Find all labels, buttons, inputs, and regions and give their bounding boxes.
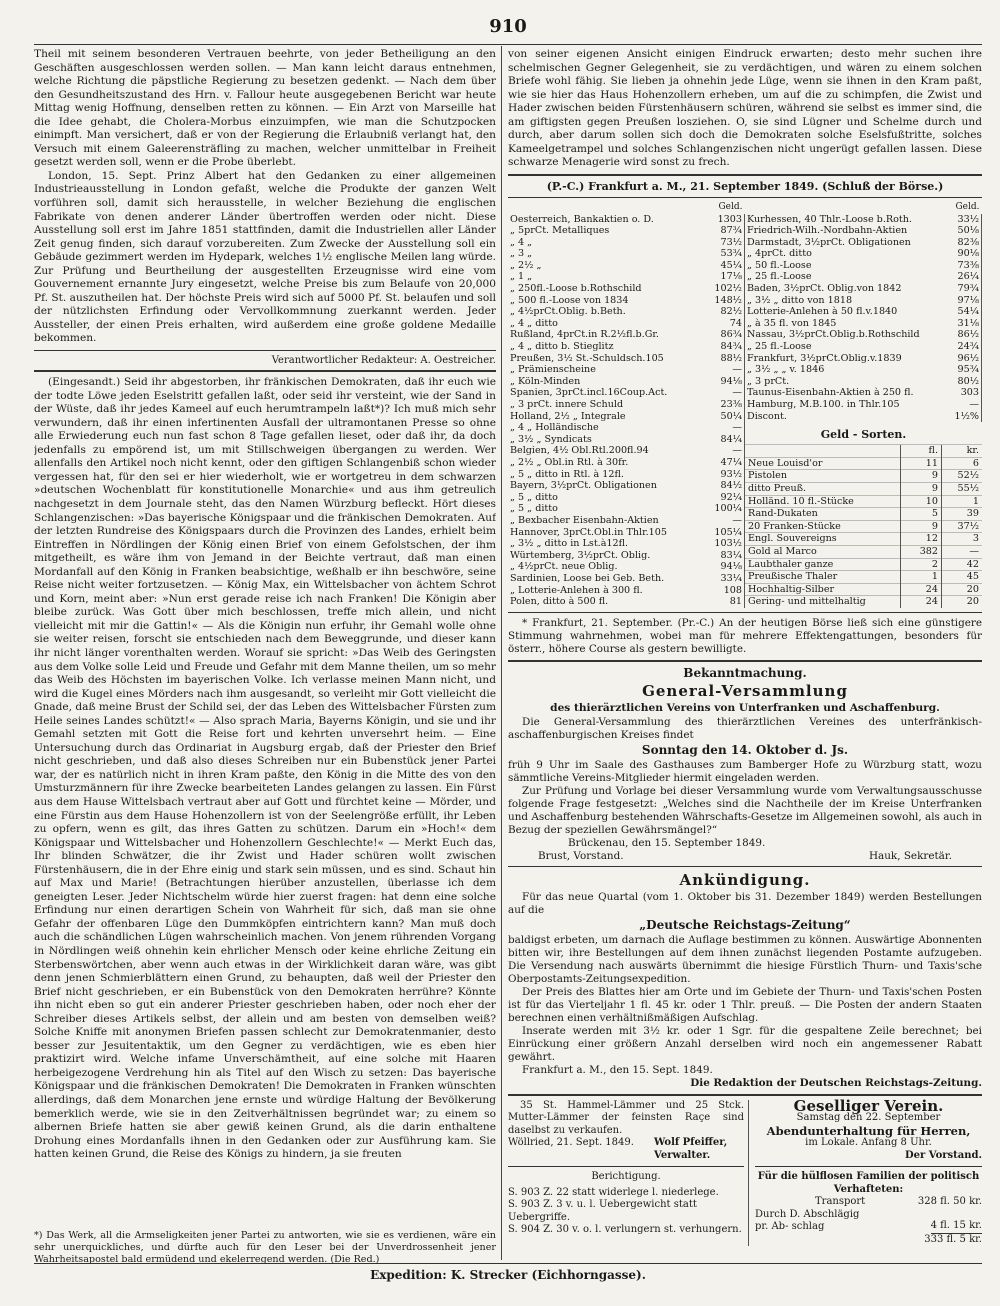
stock-row-value: 54¼ [948, 306, 981, 318]
ads-right [749, 1096, 982, 1247]
divider [508, 612, 982, 613]
stock-row-label: Sardinien, Loose bei Geb. Beth. [510, 572, 665, 584]
currency-row-value: 2 [901, 558, 942, 571]
stock-row [508, 561, 745, 573]
notice-title: Ankündigung. [679, 870, 811, 889]
stock-row-value: 88½ [705, 353, 744, 365]
families-total: 333 fl. 5 kr. [924, 1233, 982, 1245]
stock-row-value: 96½ [948, 353, 981, 365]
currency-row-value: 52½ [942, 470, 983, 483]
stock-row-label: Preußen, 3½ St.-Schuldsch.105 [510, 352, 664, 364]
stock-row-label: Kurhessen, 40 Thlr.-Loose b.Roth. [747, 213, 912, 225]
stock-row [508, 387, 745, 399]
exchange-note-text: * Frankfurt, 21. September. (Pr.-C.) An der heutigen Börse ließ sich eine günstigere Stimmung wahrnehmen, wobei man für mehrere Effektengattungen, besonders für österr., höhere Course als gestern bewilligte. [508, 616, 982, 655]
stock-row-label: Hannover, 3prCt.Obl.in Thlr.105 [510, 526, 667, 538]
families-title: Für die hülflosen Familien der politisch Verhafteten: [757, 1171, 980, 1195]
currency-row-value: — [942, 545, 983, 558]
correction-line: S. 903 Z. 3 v. u. l. Uebergewicht statt Uebergriffe. [508, 1199, 697, 1223]
currency-row-value: 9 [901, 470, 942, 483]
continuation-text: von seiner eigenen Ansicht einigen Eindruck erwarten; desto mehr suchen ihre schelmischen Gegner Gelegenheit, sie zu verdächtigen, und wären zu einem solchen Briefe wohl fähig. Sie lieben ja ohnehin jede Lüge, wenn sie ihnen in den Kram paßt, wie sie hier das Haus Hohenzollern erheben, um auf die zu schimpfen, die Zwist und Hader zwischen beiden Fürstenhäusern schüren, während sie selbst es immer sind, die am giftigsten gegen Preußen losziehen. O, sie sind Lügner und Schelme durch und durch, aber darum sollen sich doch die Demokraten solche Eselsfußtritte, solches Kameelgetrampel und solches Schlangenzischen nicht ungerügt gefallen lassen. Diese schwarze Menagerie wird sonst zu frech. [508, 48, 982, 169]
currency-row-label: Pistolen [745, 470, 901, 483]
stock-row [508, 434, 745, 446]
stock-row-label: „ 4½prCt. neue Oblig. [510, 561, 618, 573]
stock-row-value: 303 [948, 387, 981, 399]
divider [508, 1094, 982, 1096]
stock-row-label: Nassau, 3½prCt.Oblig.b.Rothschild [747, 329, 920, 341]
stock-row-value: 45¼ [705, 260, 744, 272]
stock-row [508, 573, 745, 585]
stock-row-value: 82⅜ [948, 237, 981, 249]
column-header-fl: fl. [901, 445, 942, 458]
stock-row [508, 260, 745, 272]
stock-row-value: 84¾ [705, 341, 744, 353]
stock-row [508, 527, 745, 539]
stock-row-label: Taunus-Eisenbahn-Aktien à 250 fl. [747, 387, 914, 399]
stock-row-value: 103½ [705, 538, 744, 550]
announcement-title: Bekanntmachung. [683, 665, 807, 680]
correction-title: Berichtigung. [591, 1171, 661, 1183]
stock-row-label: Discont. [747, 410, 787, 422]
lamb-sale-sig: Wolf Pfeiffer, Verwalter. [654, 1137, 728, 1161]
stock-row-value: 94⅛ [705, 561, 744, 573]
stock-row-value: 53¾ [705, 248, 744, 260]
classified-ads [508, 1096, 982, 1247]
stock-row-value: 47¼ [705, 457, 744, 469]
stock-row [745, 364, 982, 376]
eingesandt-continuation [508, 48, 982, 170]
currency-row-value: 24 [901, 596, 942, 608]
stock-row-label: „ 50 fl.-Loose [747, 259, 812, 271]
stock-row [508, 422, 745, 434]
stock-row [508, 411, 745, 423]
stock-row [508, 271, 745, 283]
stock-row [508, 295, 745, 307]
currency-row-label: Engl. Souvereigns [745, 533, 901, 546]
currency-row-value: 1 [942, 495, 983, 508]
stock-row-value: 73½ [705, 237, 744, 249]
stock-row-value: 86½ [948, 329, 981, 341]
stock-row-value: 90⅛ [948, 248, 981, 260]
stock-row [745, 399, 982, 411]
stock-row [508, 596, 745, 608]
general-assembly-title: General-Versammlung [642, 681, 848, 700]
stock-row-value: 108 [705, 585, 744, 597]
stock-row-label: Darmstadt, 3½prCt. Obligationen [747, 236, 911, 248]
currency-row-value: 42 [942, 558, 983, 571]
stock-row-label: Spanien, 3prCt.incl.16Coup.Act. [510, 387, 668, 399]
lamb-sale-place: Wöllried, 21. Sept. 1849. [508, 1137, 634, 1149]
stock-row-value: 50¼ [705, 411, 744, 423]
families-row [755, 1196, 982, 1209]
divider [508, 1166, 744, 1167]
stock-row [508, 237, 745, 249]
stock-row-value: — [948, 399, 981, 411]
stock-row [508, 457, 745, 469]
stock-row-value: 100¼ [705, 503, 744, 515]
currency-row-label: Neue Louisd'or [745, 457, 901, 470]
stock-row-label: Rußland, 4prCt.in R.2½fl.b.Gr. [510, 329, 659, 341]
stock-row-label: „ 3 prCt. innere Schuld [510, 399, 624, 411]
stock-row [745, 387, 982, 399]
stock-row-label: „ 1 „ [510, 271, 533, 283]
stock-row-label: „ 5prCt. Metalliques [510, 225, 610, 237]
stock-row [508, 445, 745, 457]
stock-row [508, 318, 745, 330]
stock-exchange-title: (P.-C.) Frankfurt a. M., 21. September 1849. (Schluß der Börse.) [546, 179, 944, 193]
editor-credit: Verantwortlicher Redakteur: A. Oestreicher. [271, 355, 496, 367]
stock-tables [508, 202, 982, 608]
stock-row-value: — [705, 387, 744, 399]
stock-row-label: Friedrich-Wilh.-Nordbahn-Aktien [747, 225, 908, 237]
currency-row [745, 457, 982, 470]
stock-row [745, 225, 982, 237]
currency-row-value: 12 [901, 533, 942, 546]
top-rule [34, 44, 982, 45]
stock-row [508, 329, 745, 341]
currency-row-value: 5 [901, 508, 942, 521]
left-column [34, 48, 496, 1260]
divider [755, 1166, 982, 1167]
currency-row-value: 55½ [942, 482, 983, 495]
society-date: Samstag den 22. September [796, 1112, 941, 1124]
currency-row-label: 20 Franken-Stücke [745, 520, 901, 533]
stock-row-label: „ 2½ „ [510, 259, 542, 271]
stock-row-value: 79¾ [948, 283, 981, 295]
stock-row [508, 550, 745, 562]
stock-row-value: 1303 [705, 214, 744, 226]
stock-row-value: 24¾ [948, 341, 981, 353]
currency-row-label: Preußische Thaler [745, 571, 901, 584]
stock-row-value: 105¼ [705, 527, 744, 539]
stock-row [508, 248, 745, 260]
ga-sig-secretary: Hauk, Sekretär. [868, 849, 952, 862]
currency-row-label: Rand-Dukaten [745, 508, 901, 521]
stock-row-value: 50⅛ [948, 225, 981, 237]
currency-row [745, 520, 982, 533]
general-assembly-body [508, 716, 982, 850]
notice-body [508, 891, 982, 1090]
stock-row [508, 399, 745, 411]
stock-row [745, 237, 982, 249]
stock-row [745, 260, 982, 272]
stock-row-label: Holland, 2½ „ Integrale [510, 410, 626, 422]
stock-row [745, 283, 982, 295]
stock-row-value: 26¼ [948, 271, 981, 283]
stock-row-value: 23⅜ [705, 399, 744, 411]
stock-row [508, 306, 745, 318]
stock-row [508, 585, 745, 597]
stock-row [745, 306, 982, 318]
stock-row-label: Hamburg, M.B.100. in Thlr.105 [747, 399, 900, 411]
stock-row-label: „ 3½ „ ditto in Lst.à12fl. [510, 538, 629, 550]
stock-row [508, 469, 745, 481]
currency-row-value: 11 [901, 457, 942, 470]
stock-row-label: „ Lotterie-Anlehen à 300 fl. [510, 584, 643, 596]
newspaper-name: „Deutsche Reichstags-Zeitung“ [639, 917, 851, 932]
currency-row [745, 470, 982, 483]
stock-row-value: 86¾ [705, 329, 744, 341]
families-amount: 4 fl. 15 kr. [931, 1220, 982, 1234]
stock-row-label: Bayern, 3½prCt. Obligationen [510, 480, 657, 492]
stock-row-value: 94⅛ [705, 376, 744, 388]
currency-row-value: 20 [942, 583, 983, 596]
stock-row-value: 31⅛ [948, 318, 981, 330]
currency-row [745, 558, 982, 571]
ga-sig-chair: Brust, Vorstand. [538, 849, 624, 862]
currency-row-label: ditto Preuß. [745, 482, 901, 495]
currency-row-value: 20 [942, 596, 983, 608]
divider [34, 370, 496, 372]
ga-text-1: Die General-Versammlung des thierärztlichen Vereines des unterfränkisch-aschaffenburgischen Kreises findet [508, 715, 982, 741]
stock-table-left [508, 202, 745, 608]
stock-row-label: „ 2½ „ Obl.in Rtl. à 30fr. [510, 456, 629, 468]
stock-row [745, 353, 982, 365]
lamb-sale-footer [508, 1137, 744, 1162]
stock-row-value: 33½ [948, 214, 981, 226]
stock-row [745, 318, 982, 330]
paris-news-paragraph: Theil mit seinem besonderen Vertrauen beehrte, von jeder Betheiligung an den Geschäften ausgeschlossen werden sollen. — Man kann leicht daraus entnehmen, welche Richtung die päpstliche Regierung zu besetzen gedenkt. — Nach dem über den Gesundheitszustand des Hrn. v. Fallour heute ausgegebenen Bericht war heute Mittag wenig Hoffnung, denselben retten zu können. — Ein Arzt von Marseille hat die Idee gehabt, die Cholera-Morbus einzuimpfen, wie man die Schutzpocken einimpft. Man versichert, daß er von der Regierung die Erlaubniß verlangt hat, den Versuch mit einem Galeerensträfling zu machen, welcher unmittelbar in Freiheit gesetzt werden soll, wenn er die Probe überlebt. [34, 48, 496, 169]
stock-row [745, 411, 982, 423]
stock-row-label: Baden, 3½prCt. Oblig.von 1842 [747, 283, 902, 295]
families-label: Durch D. Abschlägig pr. Ab- schlag [755, 1208, 860, 1233]
stock-row-value: — [705, 515, 744, 527]
eingesandt-article [34, 376, 496, 1162]
currency-row [745, 482, 982, 495]
stock-row [745, 341, 982, 353]
stock-row-value: 97⅛ [948, 295, 981, 307]
society-event: Abendunterhaltung für Herren, [766, 1123, 971, 1138]
currency-row [745, 508, 982, 521]
currency-row [745, 533, 982, 546]
stock-row [508, 376, 745, 388]
stock-row-label: Polen, ditto à 500 fl. [510, 596, 609, 608]
stock-row-label: „ 4prCt. ditto [747, 248, 812, 260]
stock-row-label: Belgien, 4½ Obl.Rtl.200fl.94 [510, 445, 649, 457]
stock-table-right [745, 202, 982, 422]
currency-row-value: 382 [901, 545, 942, 558]
notice-place: Frankfurt a. M., den 15. Sept. 1849. [522, 1063, 713, 1076]
stock-row-label: „ 3 prCt. [747, 375, 790, 387]
stock-row [745, 295, 982, 307]
currency-row-value: 45 [942, 571, 983, 584]
stock-row-value: 1½% [948, 411, 981, 423]
divider [508, 174, 982, 176]
families-label: Transport [815, 1196, 866, 1208]
stock-row-value: 82½ [705, 306, 744, 318]
stock-row [508, 283, 745, 295]
divider [508, 660, 982, 662]
currency-row [745, 583, 982, 596]
stock-right-block [745, 202, 982, 608]
stock-row-label: „ 4 „ Holländische [510, 422, 599, 434]
stock-row [508, 538, 745, 550]
currency-row-value: 6 [942, 457, 983, 470]
ga-place: Brückenau, den 15. September 1849. [568, 836, 766, 849]
stock-row-value: 83¼ [705, 550, 744, 562]
stock-row [745, 376, 982, 388]
notice-text-1: Für das neue Quartal (vom 1. Oktober bis 31. Dezember 1849) werden Bestellungen auf die [508, 890, 982, 916]
stock-row-label: „ 4 „ ditto [510, 317, 558, 329]
general-assembly-subtitle: des thierärztlichen Vereins von Unterfranken und Aschaffenburg. [550, 701, 940, 714]
stock-row [745, 329, 982, 341]
currency-row [745, 571, 982, 584]
currency-row-value: 1 [901, 571, 942, 584]
bottom-rule [34, 1263, 982, 1264]
currency-row-label: Hochhaltig-Silber [745, 583, 901, 596]
stock-row-value: 73⅜ [948, 260, 981, 272]
stock-row [508, 364, 745, 376]
currency-row-value: 9 [901, 520, 942, 533]
currency-row-value: 37½ [942, 520, 983, 533]
stock-row-label: „ 3½ „ „ v. 1846 [747, 364, 825, 376]
stock-row [745, 271, 982, 283]
stock-row-label: „ 5 „ ditto in Rtl. à 12fl. [510, 468, 624, 480]
stock-row-value: 17⅛ [705, 271, 744, 283]
stock-row-label: Lotterie-Anlehen à 50 fl.v.1840 [747, 306, 898, 318]
society-sig: Der Vorstand. [904, 1149, 982, 1161]
families-amount: 328 fl. 50 kr. [917, 1196, 982, 1208]
families-total-row [755, 1234, 982, 1247]
stock-row-value: — [705, 422, 744, 434]
currency-row-label: Gold al Marco [745, 545, 901, 558]
stock-row [508, 353, 745, 365]
stock-row-label: „ 500 fl.-Loose von 1834 [510, 294, 629, 306]
stock-row-label: „ 4 „ ditto b. Stieglitz [510, 341, 614, 353]
stock-row-label: „ à 35 fl. von 1845 [747, 317, 837, 329]
column-header-kr: kr. [942, 445, 983, 458]
notice-text-4: Inserate werden mit 3½ kr. oder 1 Sgr. für die gespaltene Zeile berechnet; bei Einrückung einer größern Anzahl derselben wird noch ein angemessener Rabatt gewährt. [508, 1024, 982, 1063]
stock-row-value: 87¾ [705, 225, 744, 237]
notice-signature: Die Redaktion der Deutschen Reichstags-Zeitung. [690, 1076, 982, 1089]
exchange-note [508, 617, 982, 656]
currency-row [745, 545, 982, 558]
ga-text-3: Zur Prüfung und Vorlage bei dieser Versammlung wurde vom Verwaltungsausschusse folgende Frage festgesetzt: „Welches sind die Nachtheile der im Kreise Unterfranken und Aschaffenburg bestehenden Währschafts-Gesetze im Allgemeinen sowohl, als auch in Bezug der speziellen Gewährsmängel?“ [508, 784, 982, 836]
currency-row-label: Laubthaler ganze [745, 558, 901, 571]
stock-row-label: „ 5 „ ditto [510, 503, 558, 515]
stock-row-label: „ Bexbacher Eisenbahn-Aktien [510, 514, 659, 526]
currency-row-label: Holländ. 10 fl.-Stücke [745, 495, 901, 508]
currency-row-value: 39 [942, 508, 983, 521]
stock-row-label: Oesterreich, Bankaktien o. D. [510, 213, 654, 225]
stock-row-value: 84½ [705, 480, 744, 492]
notice-text-3: Der Preis des Blattes hier am Orte und im Gebiete der Thurn- und Taxis'schen Posten ist für das Vierteljahr 1 fl. 45 kr. oder 1 Thlr. preuß. — Die Posten der andern Staaten berechnen einen verhältnißmäßigen Aufschlag. [508, 985, 982, 1024]
correction-line: S. 903 Z. 22 statt widerlege l. niederlege. [508, 1186, 719, 1198]
currency-title: Geld - Sorten. [820, 428, 907, 442]
stock-row [508, 480, 745, 492]
notice-text-2: baldigst erbeten, um darnach die Auflage bestimmen zu können. Auswärtige Abonnenten bitten wir, ihre Bestellungen auf dem ihnen zunächst liegenden Postamte aufzugeben. Die Versendung nach auswärts übernimmt die hiesige Fürstlich Thurn- und Taxis'sche Oberpostamts-Zeitungsexpedition. [508, 933, 982, 985]
divider [508, 197, 982, 198]
stock-row-label: „ 3 „ [510, 248, 533, 260]
stock-row-label: „ 4½prCt.Oblig. b.Beth. [510, 306, 626, 318]
stock-row-label: „ 250fl.-Loose b.Rothschild [510, 283, 642, 295]
news-section [34, 48, 496, 346]
stock-row-value: 80½ [948, 376, 981, 388]
stock-row [508, 341, 745, 353]
stock-row-label: „ 3½ „ ditto von 1818 [747, 294, 853, 306]
stock-row [508, 225, 745, 237]
ga-text-2: früh 9 Uhr im Saale des Gasthauses zum Bamberger Hofe zu Würzburg statt, wozu sämmtliche Vereins-Mitglieder hiermit eingeladen werden. [508, 758, 982, 784]
correction-line: S. 904 Z. 30 v. o. l. verlungern st. verhungern. [508, 1224, 742, 1236]
ga-signatures [508, 850, 982, 862]
currency-row-value: 3 [942, 533, 983, 546]
stock-row [745, 248, 982, 260]
currency-row-value: 24 [901, 583, 942, 596]
stock-row-label: „ Prämienscheine [510, 364, 596, 376]
page-number: 910 [489, 16, 527, 37]
ads-left [508, 1100, 749, 1247]
stock-row-value: 148½ [705, 295, 744, 307]
stock-row-value: 93½ [705, 469, 744, 481]
stock-row-label: „ 25 fl.-Loose [747, 271, 812, 283]
stock-row-label: „ Köln-Minden [510, 375, 581, 387]
stock-row [745, 214, 982, 226]
stock-row-value: 92¼ [705, 492, 744, 504]
stock-row-value: 84¼ [705, 434, 744, 446]
stock-row-label: Würtemberg, 3½prCt. Oblig. [510, 549, 651, 561]
stock-row-label: „ 4 „ [510, 236, 533, 248]
society-title: Geselliger Verein. [793, 1096, 944, 1115]
stock-row-value: 102½ [705, 283, 744, 295]
stock-row-value: 81 [705, 596, 744, 608]
currency-row-label: Gering- und mittelhaltig [745, 596, 901, 608]
stock-row-value: — [705, 445, 744, 457]
currency-row [745, 596, 982, 608]
right-column [508, 48, 982, 1260]
stock-row-value: 74 [705, 318, 744, 330]
stock-row-label: Frankfurt, 3½prCt.Oblig.v.1839 [747, 352, 902, 364]
column-header-geld: Geld. [718, 201, 743, 212]
column-divider [501, 46, 502, 1260]
currency-row [745, 495, 982, 508]
london-news-paragraph: London, 15. Sept. Prinz Albert hat den Gedanken zu einer allgemeinen Industrieausstellung in London gefaßt, welche die Produkte der ganzen Welt vorführen soll, damit sich herausstelle, in welcher Beziehung die englischen Fabrikate von denen anderer Länder übertroffen werden oder nicht. Diese Ausstellung soll erst im Jahre 1851 stattfinden, damit die Industriellen aller Länder Zeit genug finden, sich darauf vorzubereiten. Zum Zwecke der Ausstellung soll ein Gebäude gezimmert werden im Hydepark, welches 1½ englische Meilen lang würde. Zur Prüfung und Beurtheilung der ausgestellten Erzeugnisse wird eine vom Gouvernement ernannte Jury eingesetzt, welche Preise bis zum Belaufe von 20,000 Pf. St. auszutheilen hat. Der höchste Preis wird sich auf 5000 Pf. St. belaufen und soll der nützlichsten Erfindung oder Vervollkommnung zuerkannt werden. Jeder Aussteller, der einen Preis erhalten, wird außerdem eine große goldene Medaille bekommen. [34, 169, 496, 345]
divider [34, 350, 496, 351]
column-header-geld: Geld. [955, 201, 980, 212]
currency-table [745, 444, 982, 608]
ga-date: Sonntag den 14. Oktober d. Js. [641, 742, 849, 757]
eingesandt-text: (Eingesandt.) Seid ihr abgestorben, ihr fränkischen Demokraten, daß ihr euch wie der todte Löwe jeden Eselstritt gefallen laßt, oder seid ihr versteint, wie der Sand in der Wüste, daß ihr jedes Kameel auf euch herumtrampeln laßt*)? Ich muß mich sehr verwundern, daß ihr einen infertinenten Ausfall der ultramontanen Presse so ohne alle Erwiederung euch nun fast schon 8 Tage gefallen lieset, oder daß ihr, da doch jedenfalls zu empörend ist, um mit Stillschweigen übergangen zu werden. Wer allenfalls den Artikel noch nicht kennt, oder den giftigen Schlangenbiß schon wieder vergessen hat, für den sei er hier wiederholt, wie er wortgetreu in dem schwarzen »deutschen Wochenblatt für konstitutionelle Monarchie« und aus ihm getreulich nachgesetzt in dem Journale steht, das den Namen Würzburg befleckt. Hört dieses Schlangenzischen: »Das bayerische Königspaar und die fränkischen Demokraten. Auf der letzten Rundreise des Königspaars durch die Provinzen des Landes, erhielt beim Eintreffen in Nördlingen der König einen Brief von einem Gefolstschen, der ihm mitgetheilt, es wäre ihm von Jemand in der Beichte vertraut, daß man einen Mordanfall auf den König in Franken beabsichtige, weßhalb er ihn beschwöre, seine Reise nicht weiter fortzusetzen. — König Max, ein Wittelsbacher von ächtem Schrot und Korn, meint aber: »Nun erst gerade reise ich nach Franken! Die Königin aber bleibe zurück. Was Gott über mich beschlossen, treffe mich allein, und nicht vielleicht mit mir die Gattin!« — Als die Königin nun erfuhr, ihr Gemahl wolle ohne sie weiter reisen, forscht sie entschieden nach dem Beweggrunde, und dieser kann ihr nicht länger vorenthalten werden. Worauf sie spricht: »Das Weib des Geringsten aus dem Volke solle Leid und Freude und Gefahr mit dem Manne theilen, um so mehr das Weib des Höchsten im bayerischen Volke. Ich verlasse meinen Mann nicht, und wird die Kugel eines Mörders nach ihm ausgesandt, so verleiht mir Gott vielleicht die Gnade, daß meine Brust der Schild sei, der das Leben des Wittelsbacher Fürsten zum Heile seines Landes schützt!« — Also sprach Maria, Bayerns Königin, und sie und ihr Gemahl setzten mit Gott die Reise fort und kehrten unversehrt heim. — Eine Untersuchung durch das Ordinariat in Augsburg ergab, daß der Priester den Brief nicht geschrieben, und daß also dieses Schreiben nur ein Bubenstück jener Partei war, der es natürlich nicht in ihren Kram paßte, den König in die Mitte des von den Umsturzmännern für ihre Zwecke bearbeiteten Landes gelangen zu lassen. Ein Fürst aus dem Hause Wittelsbach vertraut aber auf Gott und fürchtet keine — Mörder, und eine Fürstin aus dem Hause Hohenzollern ist von der Seelengröße erfüllt, ihr Leben zu opfern, wenn es gilt, das ihres Gatten zu schützen. Darum ein »Hoch!« dem Königspaar und Wittelsbacher und Hohenzollern Geschlechte!« — Merkt Euch das, Ihr blinden Schwätzer, die ihr Zwist und Hader schüren wollt zwischen Fürstenhäusern, die in der Ehre einig und stark sein müssen, und es sind. Schaut hin auf Max und Marie! (Betrachtungen hierüber anzustellen, überlasse ich dem geneigten Leser. Jeder Nichtschelm würde hier zuerst fragen: hat denn eine solche Erfindung nur einen derartigen Schein von Wahrheit für sich, daß man sie ohne Gefahr der offenbaren Lüge den Dummköpfen eintrichtern kann? Man muß doch auch die schändlichen Lügen wahrscheinlich machen. Von jenem rührenden Vorgang in Nördlingen weiß ohnehin kein ehrlicher Mensch oder keine ehrliche Zeitung ein Sterbenswörtchen, aber wenn auch etwas in der Wirklichkeit daran wäre, was gibt denn jenen Schmierblättern einen Grund, zu behaupten, daß weil der Priester den Brief nicht geschrieben, er ein Bubenstück von den Demokraten herrühre? Könnte ihn nicht eben so gut ein anderer Priester geschrieben haben, oder noch eher der Schreiber dieses Artikels selbst, der allein und am besten von demselben weiß? Solche Kniffe mit anonymen Briefen passen schlecht zur Demokratenmanier, desto besser zur Jesuitentaktik, um den Gegner zu verdächtigen, wie es eben hier praktizirt wird. Welche infame Unverschämtheit, auf eine solche mit Haaren herbeigezogene Verdrehung hin als Titel auf den Wisch zu setzen: Das bayerische Königspaar und die fränkischen Demokraten! Die Demokraten in Franken wünschten allerdings, daß dem Monarchen jene ernste und würdige Haltung der Bevölkerung bemerklich werde, wie sie in den Zeitverhältnissen begründet war; zu einem so albernen Briefe hatten sie aber gewiß keinen Grund, als die darin enthaltene Drohung eines Mordanfalls ihnen in den Gedanken oder zur Ausführung kam. Sie hatten keinen Grund, die Reise des Königs zu hindern, ja sie freuten [34, 376, 496, 1161]
expedition-footer: Expedition: K. Strecker (Eichhorngasse). [370, 1268, 646, 1282]
stock-row-label: „ 25 fl.-Loose [747, 341, 812, 353]
stock-row [508, 214, 745, 226]
society-place: im Lokale. Anfang 8 Uhr. [805, 1137, 932, 1149]
stock-row [508, 515, 745, 527]
divider [508, 866, 982, 867]
stock-row-value: 95¾ [948, 364, 981, 376]
families-row [755, 1209, 982, 1234]
currency-row-value: 10 [901, 495, 942, 508]
stock-row-value: 33¼ [705, 573, 744, 585]
stock-row-label: „ 3½ „ Syndicats [510, 433, 592, 445]
lamb-sale-text: 35 St. Hammel-Lämmer und 25 Stck. Mutter-Lämmer der feinsten Raçe sind daselbst zu verkaufen. [508, 1099, 744, 1136]
footnote: *) Das Werk, all die Armseligkeiten jener Partei zu antworten, wie sie es verdienen, wäre ein sehr unerquickliches, und dürfte auch für den Leser bei der Unverdrossenheit jener Wahrheitsapostel bald ermüdend und ekelerregend werden. (Die Red.) [34, 1230, 496, 1265]
currency-row-value: 9 [901, 482, 942, 495]
stock-row [508, 503, 745, 515]
stock-row [508, 492, 745, 504]
stock-row-label: „ 5 „ ditto [510, 491, 558, 503]
stock-row-value: — [705, 364, 744, 376]
newspaper-page [34, 14, 982, 1298]
